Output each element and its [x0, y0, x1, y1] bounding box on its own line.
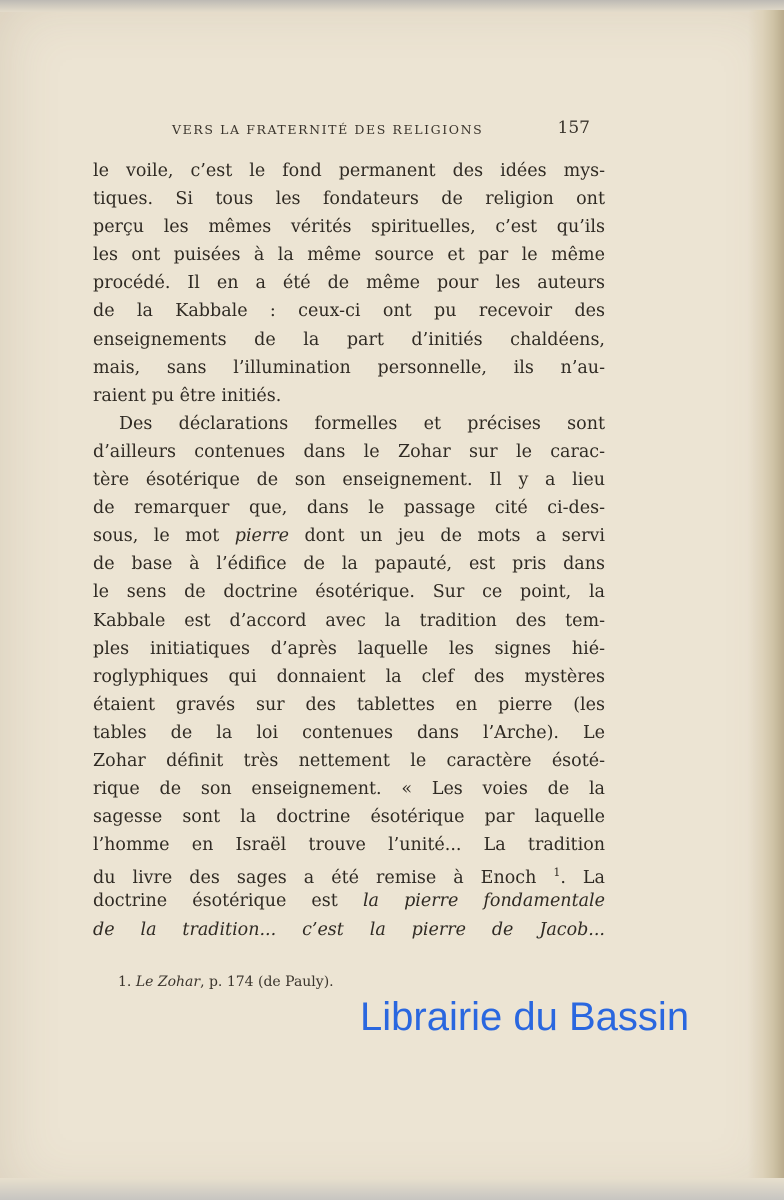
text-segment: dont un jeu de mots a servi — [304, 526, 605, 547]
text-line: étaient gravés sur des tablettes en pierre (les — [93, 694, 605, 715]
footnote-text: , p. 174 (de Pauly). — [200, 974, 334, 990]
text-line: le voile, c’est le fond permanent des idées mys- — [93, 161, 605, 181]
italic-phrase: la pierre fondamentale — [362, 891, 605, 912]
italic-word: pierre — [234, 526, 289, 547]
text-line — [93, 887, 605, 915]
footnote-reference: 1 — [553, 866, 561, 880]
text-segment: sous, le mot — [93, 526, 220, 547]
running-head-title: VERS LA FRATERNITÉ DES RELIGIONS — [172, 122, 484, 137]
text-line: de la tradition... c’est la pierre de Jacob... — [93, 919, 605, 940]
text-line: d’ailleurs contenues dans le Zohar sur le carac- — [93, 441, 605, 462]
text-line: le sens de doctrine ésotérique. Sur ce point, la — [93, 582, 605, 603]
text-line — [93, 522, 605, 550]
text-line: Des déclarations formelles et précises sont — [119, 413, 605, 434]
text-line: de base à l’édifice de la papauté, est pris dans — [93, 554, 605, 575]
text-line: mais, sans l’illumination personnelle, ils n’au- — [93, 357, 605, 378]
text-line: raient pu être initiés. — [93, 385, 282, 406]
text-segment: du livre des sages a été remise à Enoch — [93, 868, 537, 889]
body-text — [93, 157, 605, 944]
text-line: sagesse sont la doctrine ésotérique par laquelle — [93, 807, 605, 828]
text-line: Kabbale est d’accord avec la tradition des tem- — [93, 610, 605, 631]
text-line: rique de son enseignement. « Les voies de la — [93, 779, 605, 800]
footnote-number: 1. — [118, 974, 132, 990]
text-line: de remarquer que, dans le passage cité ci-des- — [93, 498, 605, 519]
text-line: de la Kabbale : ceux-ci ont pu recevoir des — [93, 301, 605, 322]
text-line: tiques. Si tous les fondateurs de religion ont — [93, 189, 605, 210]
text-line: tère ésotérique de son enseignement. Il y a lieu — [93, 470, 605, 491]
text-line: les ont puisées à la même source et par le même — [93, 245, 605, 266]
text-line: tables de la loi contenues dans l’Arche). Le — [93, 722, 605, 743]
text-line: perçu les mêmes vérités spirituelles, c’est qu’ils — [93, 217, 605, 238]
page-number: 157 — [557, 118, 590, 138]
running-head — [172, 118, 592, 142]
text-segment: . La — [560, 868, 605, 889]
watermark: Librairie du Bassin — [360, 995, 690, 1039]
text-line: enseignements de la part d’initiés chaldéens, — [93, 329, 605, 350]
text-line — [93, 859, 605, 887]
footnote — [118, 974, 518, 990]
text-segment: doctrine ésotérique est — [93, 891, 338, 912]
page-top-edge — [0, 0, 784, 12]
footnote-title: Le Zohar — [135, 974, 201, 990]
text-line: Zohar définit très nettement le caractère ésoté- — [93, 750, 605, 771]
page-bottom-edge — [0, 1178, 784, 1200]
text-line: l’homme en Israël trouve l’unité... La tradition — [93, 835, 605, 856]
text-line: roglyphiques qui donnaient la clef des mystères — [93, 666, 605, 687]
text-line: procédé. Il en a été de même pour les auteurs — [93, 273, 605, 294]
text-line: ples initiatiques d’après laquelle les signes hié- — [93, 638, 605, 659]
